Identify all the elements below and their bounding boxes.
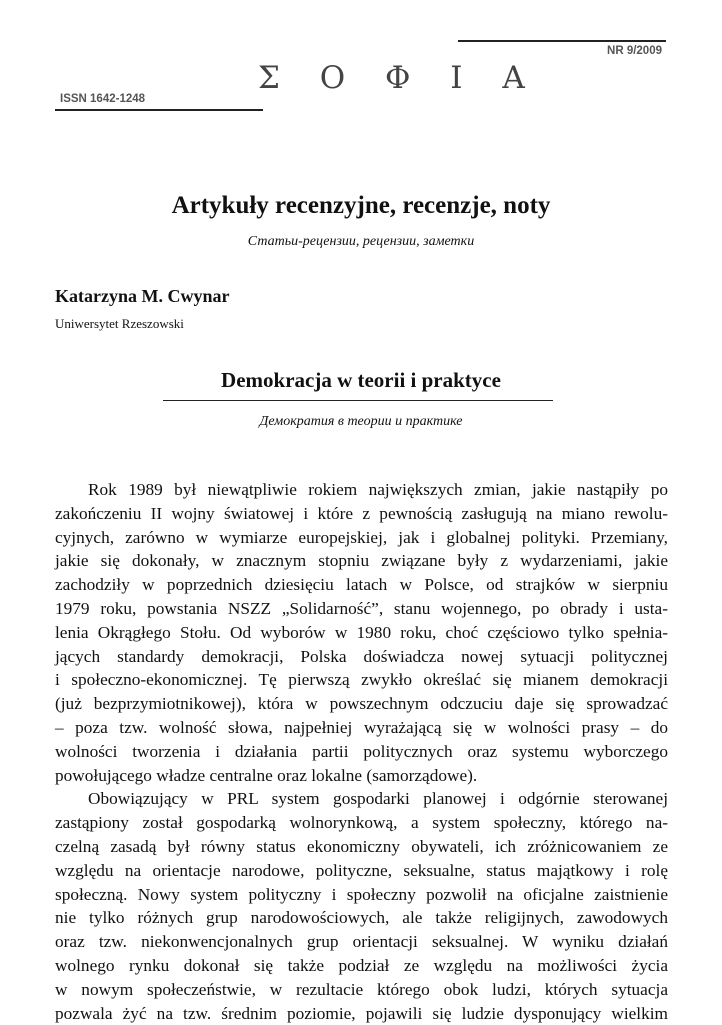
body-line: zakończeniu II wojny światowej i które z pewnością zasługują na miano rewolu- bbox=[55, 503, 668, 523]
section-title: Artykuły recenzyjne, recenzje, noty bbox=[171, 192, 551, 219]
article-subtitle: Демократия в теории и практике bbox=[259, 414, 463, 429]
body-line: w nowym społeczeństwie, w rezultacie którego obok ludzi, których sytuacja bbox=[55, 979, 668, 999]
body-line: Rok 1989 był niewątpliwie rokiem największych zmian, jakie nastąpiły po bbox=[88, 480, 668, 499]
body-line: cyjnych, zarówno w wymiarze europejskiej, jak i globalnej polityki. Przemiany, bbox=[55, 527, 668, 547]
body-line: lenia Okrągłego Stołu. Od wyborów w 1980 roku, choć częściowo tylko spełnia- bbox=[55, 622, 668, 642]
body-line: 1979 roku, powstania NSZZ „Solidarność”, stanu wojennego, po obrady i usta- bbox=[55, 598, 668, 618]
issn-label: ISSN 1642-1248 bbox=[60, 93, 146, 105]
body-text bbox=[55, 478, 668, 1025]
body-line: względu na orientacje narodowe, polityczne, seksualne, status majątkowy i rolę bbox=[55, 860, 668, 880]
section-subtitle: Статьи-рецензии, рецензии, заметки bbox=[247, 234, 475, 249]
body-line: wolnego rynku dokonał się także podział ze względu na możliwości życia bbox=[55, 955, 668, 975]
body-line: czelną zasadą był równy status ekonomiczny obywateli, ich zróżnicowaniem ze bbox=[55, 836, 668, 856]
body-line: powołującego władze centralne oraz lokalne (samorządowe). bbox=[55, 765, 478, 785]
journal-name: Σ Ο Φ Ι Α bbox=[258, 60, 540, 96]
issn-rule bbox=[55, 109, 263, 111]
body-line: i społeczno-ekonomicznej. Tę pierwszą zwykło określać się mianem demokracji bbox=[55, 670, 668, 690]
body-line: nie tylko różnych grup narodowościowych, ale także religijnych, zawodowych bbox=[55, 908, 668, 928]
body-line: zachodziły w poprzednich dziesięciu latach w Polsce, od strajków w sierpniu bbox=[55, 575, 668, 595]
body-line: zastąpiony został gospodarką wolnorynkową, a system społeczny, którego na- bbox=[55, 813, 668, 833]
body-line: wolności tworzenia i działania partii politycznych oraz systemu wyborczego bbox=[55, 741, 668, 761]
article-title-rule bbox=[163, 400, 553, 401]
author-name: Katarzyna M. Cwynar bbox=[55, 286, 230, 306]
body-line: jących standardy demokracji, Polska doświadcza nowej sytuacji politycznej bbox=[55, 646, 668, 666]
header-top-rule bbox=[458, 40, 666, 42]
body-line: – poza tzw. wolność słowa, najpełniej wyrażającą się w wolności prasy – do bbox=[55, 717, 668, 737]
body-line: Obowiązujący w PRL system gospodarki planowej i odgórnie sterowanej bbox=[88, 789, 668, 809]
body-line: oraz tzw. niekonwencjonalnych grup orientacji seksualnej. W wyniku działań bbox=[55, 932, 668, 952]
body-line: (już bezprzymiotnikowej), która w powszechnym odczuciu daje się sprowadzać bbox=[55, 694, 668, 714]
issue-number: NR 9/2009 bbox=[607, 45, 662, 57]
author-affiliation: Uniwersytet Rzeszowski bbox=[55, 316, 184, 331]
body-line: jakie się dokonały, w znacznym stopniu związane były z wydarzeniami, jakie bbox=[55, 551, 668, 571]
article-title: Demokracja w teorii i praktyce bbox=[221, 368, 501, 392]
body-line: pozwala żyć na tzw. średnim poziomie, pojawili się ludzie dysponujący wielkim bbox=[55, 1003, 668, 1023]
body-line: społeczną. Nowy system polityczny i społeczny pozwolił na oficjalne zaistnienie bbox=[55, 884, 668, 904]
